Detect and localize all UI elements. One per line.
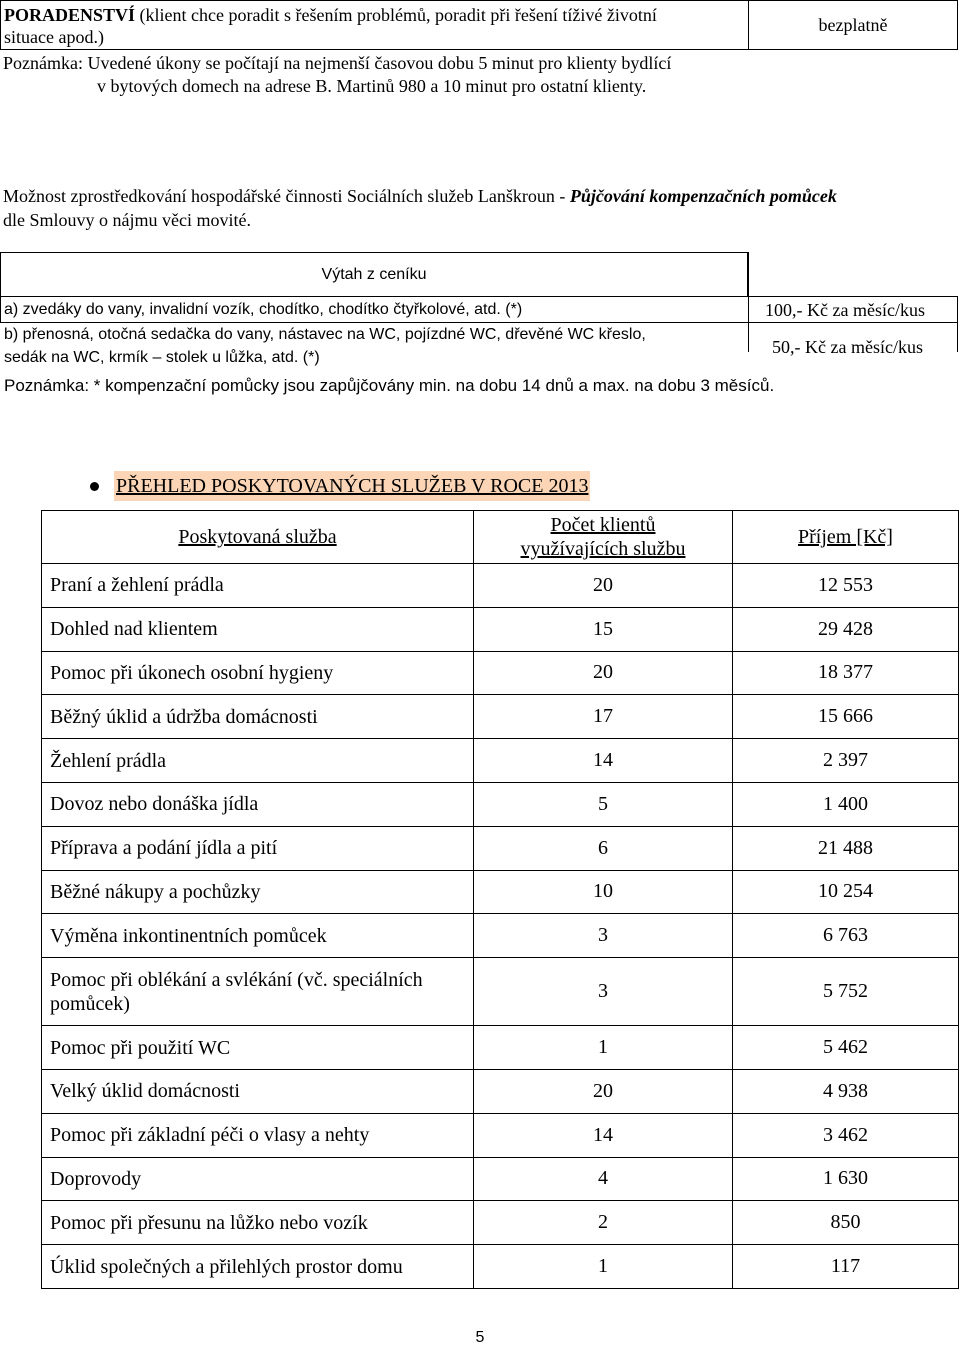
cell-income: 29 428 — [733, 607, 959, 651]
table-row — [42, 1245, 959, 1289]
cell-income: 5 462 — [733, 1026, 959, 1070]
cell-clients: 20 — [474, 651, 733, 695]
cell-clients: 3 — [474, 958, 733, 1026]
counseling-title: PORADENSTVÍ — [4, 5, 136, 25]
cell-service: Praní a žehlení prádla — [42, 564, 474, 608]
services-table-body — [42, 564, 959, 1289]
cell-income: 18 377 — [733, 651, 959, 695]
cell-income: 12 553 — [733, 564, 959, 608]
cell-service: Pomoc při základní péči o vlasy a nehty — [42, 1113, 474, 1157]
cell-income: 1 630 — [733, 1157, 959, 1201]
counseling-title-line — [4, 5, 657, 26]
table-row — [42, 826, 959, 870]
cell-income: 5 752 — [733, 958, 959, 1026]
table-row — [42, 1026, 959, 1070]
section-heading: PŘEHLED POSKYTOVANÝCH SLUŽEB V ROCE 2013 — [114, 471, 590, 501]
price-extract — [0, 252, 958, 366]
cell-service: Dohled nad klientem — [42, 607, 474, 651]
cell-income: 10 254 — [733, 870, 959, 914]
cell-income: 21 488 — [733, 826, 959, 870]
counseling-description-cell — [1, 1, 749, 49]
cell-income: 2 397 — [733, 739, 959, 783]
cell-clients: 5 — [474, 782, 733, 826]
cell-income: 15 666 — [733, 695, 959, 739]
cell-service: Pomoc při úkonech osobní hygieny — [42, 651, 474, 695]
table-row — [42, 564, 959, 608]
services-header-row — [42, 511, 959, 564]
price-extract-note: Poznámka: * kompenzační pomůcky jsou zapůjčovány min. na dobu 14 dnů a max. na dobu 3 měsíců. — [4, 376, 775, 395]
note-line-1: Poznámka: Uvedené úkony se počítají na nejmenší časovou dobu 5 minut pro klienty bydlící — [3, 53, 672, 73]
table-row — [42, 1157, 959, 1201]
cell-service: Pomoc při přesunu na lůžko nebo vozík — [42, 1201, 474, 1245]
note-line-2: v bytových domech na adrese B. Martinů 980 a 10 minut pro ostatní klienty. — [97, 76, 647, 96]
services-table — [41, 510, 959, 1289]
page-number: 5 — [475, 1329, 485, 1346]
cell-service: Doprovody — [42, 1157, 474, 1201]
rental-paragraph-emphasis: Půjčování kompenzačních pomůcek — [569, 186, 837, 206]
bullet-icon — [90, 482, 99, 491]
cell-income: 6 763 — [733, 914, 959, 958]
price-b: 50,- Kč za měsíc/kus — [772, 337, 923, 357]
cell-clients: 20 — [474, 1069, 733, 1113]
cell-service: Výměna inkontinentních pomůcek — [42, 914, 474, 958]
cell-clients: 1 — [474, 1245, 733, 1289]
cell-service: Běžný úklid a údržba domácnosti — [42, 695, 474, 739]
table-row — [42, 914, 959, 958]
price-extract-title: Výtah z ceníku — [0, 252, 748, 296]
table-row — [42, 958, 959, 1026]
price-item-a: a) zvedáky do vany, invalidní vozík, chodítko, chodítko čtyřkolové, atd. (*) — [4, 301, 523, 318]
price-divider-mid — [0, 322, 958, 323]
table-row — [42, 1069, 959, 1113]
cell-income: 850 — [733, 1201, 959, 1245]
cell-clients: 10 — [474, 870, 733, 914]
price-border-left — [0, 296, 1, 322]
price-divider-top — [0, 296, 958, 297]
cell-clients: 4 — [474, 1157, 733, 1201]
price-item-b-line1: b) přenosná, otočná sedačka do vany, nástavec na WC, pojízdné WC, dřevěné WC křeslo, — [4, 326, 646, 343]
cell-service: Úklid společných a přilehlých prostor domu — [42, 1245, 474, 1289]
cell-service: Příprava a podání jídla a pití — [42, 826, 474, 870]
cell-clients: 6 — [474, 826, 733, 870]
header-clients-line1: Počet klientů — [550, 514, 656, 536]
cell-clients: 1 — [474, 1026, 733, 1070]
counseling-table — [0, 0, 958, 50]
counseling-title-rest: (klient chce poradit s řešením problémů, poradit při řešení tíživé životní — [135, 5, 657, 25]
table-row — [42, 739, 959, 783]
table-row — [42, 607, 959, 651]
cell-service: Dovoz nebo donáška jídla — [42, 782, 474, 826]
header-service: Poskytovaná služba — [42, 511, 474, 564]
counseling-title-cont: situace apod.) — [4, 27, 104, 47]
cell-income: 3 462 — [733, 1113, 959, 1157]
cell-income: 117 — [733, 1245, 959, 1289]
cell-income: 4 938 — [733, 1069, 959, 1113]
table-row — [42, 1201, 959, 1245]
cell-clients: 15 — [474, 607, 733, 651]
cell-service: Pomoc při oblékání a svlékání (vč. speciálních pomůcek) — [42, 958, 474, 1026]
table-row — [42, 651, 959, 695]
cell-service: Velký úklid domácnosti — [42, 1069, 474, 1113]
rental-paragraph-line2: dle Smlouvy o nájmu věci movité. — [3, 210, 251, 230]
cell-clients: 20 — [474, 564, 733, 608]
cell-income: 1 400 — [733, 782, 959, 826]
rental-paragraph-line1 — [3, 186, 837, 207]
cell-service: Pomoc při použití WC — [42, 1026, 474, 1070]
price-a: 100,- Kč za měsíc/kus — [765, 300, 925, 320]
cell-clients: 14 — [474, 739, 733, 783]
cell-service: Žehlení prádla — [42, 739, 474, 783]
cell-clients: 17 — [474, 695, 733, 739]
counseling-price: bezplatně — [818, 14, 888, 35]
rental-paragraph-text: Možnost zprostředkování hospodářské činnosti Sociálních služeb Lanškroun - — [3, 186, 570, 206]
table-row — [42, 870, 959, 914]
price-item-b-line2: sedák na WC, krmík – stolek u lůžka, atd. (*) — [4, 349, 320, 366]
price-border-right — [957, 296, 958, 352]
cell-clients: 2 — [474, 1201, 733, 1245]
table-row — [42, 695, 959, 739]
cell-clients: 3 — [474, 914, 733, 958]
cell-clients: 14 — [474, 1113, 733, 1157]
header-clients — [474, 511, 733, 564]
header-income: Příjem [Kč] — [733, 511, 959, 564]
cell-service: Běžné nákupy a pochůzky — [42, 870, 474, 914]
price-border-col — [748, 252, 749, 352]
table-row — [42, 782, 959, 826]
header-clients-line2: využívajících službu — [520, 538, 686, 560]
table-row — [42, 1113, 959, 1157]
